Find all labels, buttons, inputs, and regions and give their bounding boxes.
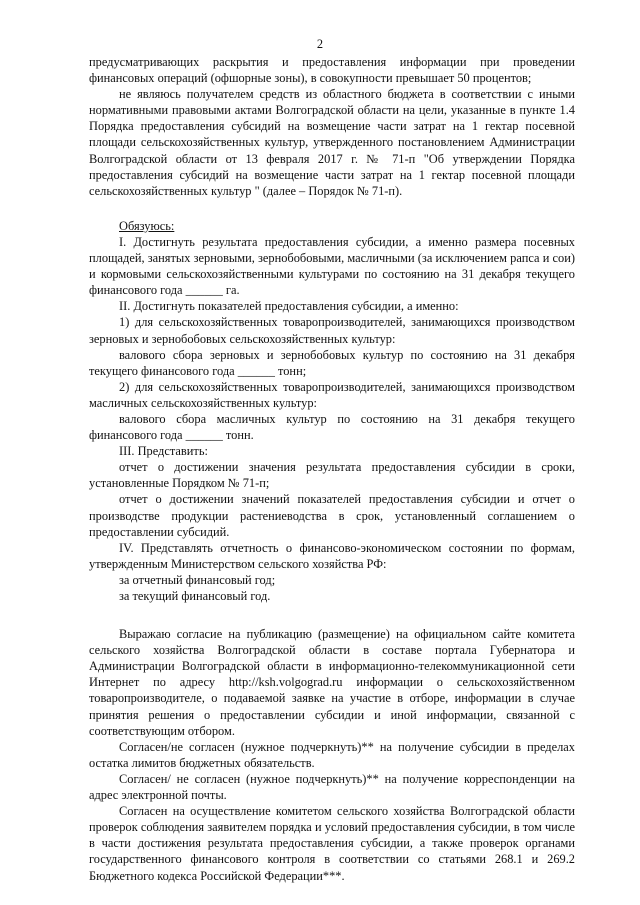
paragraph-report-result: отчет о достижении значения результата предоставления субсидии в сроки, установленные Порядком № 71-п;: [89, 460, 575, 491]
paragraph-financial-reporting: IV. Представлять отчетность о финансово-экономическом состоянии по формам, утвержденным Министерством сельского хозяйства РФ:: [89, 540, 575, 571]
paragraph-submit-heading: III. Представить:: [119, 444, 208, 459]
paragraph-oilseed-harvest: валового сбора масличных культур по состоянию на 31 декабря текущего финансового года ______ тонн.: [89, 411, 575, 443]
paragraph-consent-email: Согласен/ не согласен (нужное подчеркнуть)** на получение корреспонденции на адрес электронной почты.: [89, 771, 575, 803]
paragraph-grain-harvest: валового сбора зерновых и зернобобовых культур по состоянию на 31 декабря текущего финансового года ______ тонн;: [89, 347, 575, 378]
document-body: [89, 54, 575, 884]
paragraph-offshore-continued: предусматривающих раскрытия и предоставления информации при проведении финансовых операций (офшорные зоны), в совокупности превышает 50 процентов;: [89, 55, 575, 86]
obligations-label: Обязуюсь:: [119, 218, 175, 233]
paragraph-current-year: за текущий финансовый год.: [119, 589, 271, 603]
paragraph-report-indicators: отчет о достижении значений показателей предоставления субсидии и отчет о производстве продукции растениеводства в срок, установленный соглашением о предоставлении субсидий.: [89, 492, 575, 539]
paragraph-consent-subsidy-limits: Согласен/не согласен (нужное подчеркнуть)** на получение субсидии в пределах остатка лимитов бюджетных обязательств.: [89, 739, 575, 770]
heading-obligations: [89, 218, 575, 234]
paragraph-not-recipient: не являюсь получателем средств из областного бюджета в соответствии с иными нормативными правовыми актами Волгоградской области на цели, указанные в пункте 1.4 Порядка предоставления субсидий на возмещение части затрат на 1 гектар посевной площади сельскохозяйственных культур, утвержденного постановлением Администрации Волгоградской области от 13 февраля 2017 г. № 71-п "Об утверждении Порядка предоставления субсидий на возмещение части затрат на 1 гектар посевной площади сельскохозяйственных культур " (далее – Порядок № 71-п).: [89, 87, 575, 198]
paragraph-publication-consent: Выражаю согласие на публикацию (размещение) на официальном сайте комитета сельского хозяйства Волгоградской области в составе портала Губернатора и Администрации Волгоградской области в информационно-телекоммуникационной сети Интернет по адресу http://ksh.volgograd.ru информации о сельскохозяйственном товаропроизводителе, о подаваемой заявке на участие в отборе, информации в случае принятия решения о предоставлении субсидии и иной информации, связанной с соответствующим отбором.: [89, 627, 575, 738]
paragraph-indicators-heading: II. Достигнуть показателей предоставления субсидии, а именно:: [119, 299, 459, 314]
page-number: 2: [316, 37, 324, 51]
paragraph-result-goal: I. Достигнуть результата предоставления субсидии, а именно размера посевных площадей, занятых зерновыми, зернобобовыми, масличными (за исключением рапса и сои) и кормовыми сельскохозяйственными культурами по состоянию на 31 декабря текущего финансового года ______ га.: [89, 234, 575, 298]
paragraph-reporting-year: за отчетный финансовый год;: [119, 572, 276, 587]
paragraph-oilseed-producers: 2) для сельскохозяйственных товаропроизводителей, занимающихся производством масличных сельскохозяйственных культур:: [89, 379, 575, 410]
paragraph-consent-inspections: Согласен на осуществление комитетом сельского хозяйства Волгоградской области проверок соблюдения заявителем порядка и условий предоставления субсидии, в том числе в части достижения результата предоставления субсидии, а также проверок органами государственного финансового контроля в соответствии со статьями 268.1 и 269.2 Бюджетного кодекса Российской Федерации***.: [89, 804, 575, 883]
paragraph-grain-producers: 1) для сельскохозяйственных товаропроизводителей, занимающихся производством зерновых и зернобобовых сельскохозяйственных культур:: [89, 315, 575, 346]
